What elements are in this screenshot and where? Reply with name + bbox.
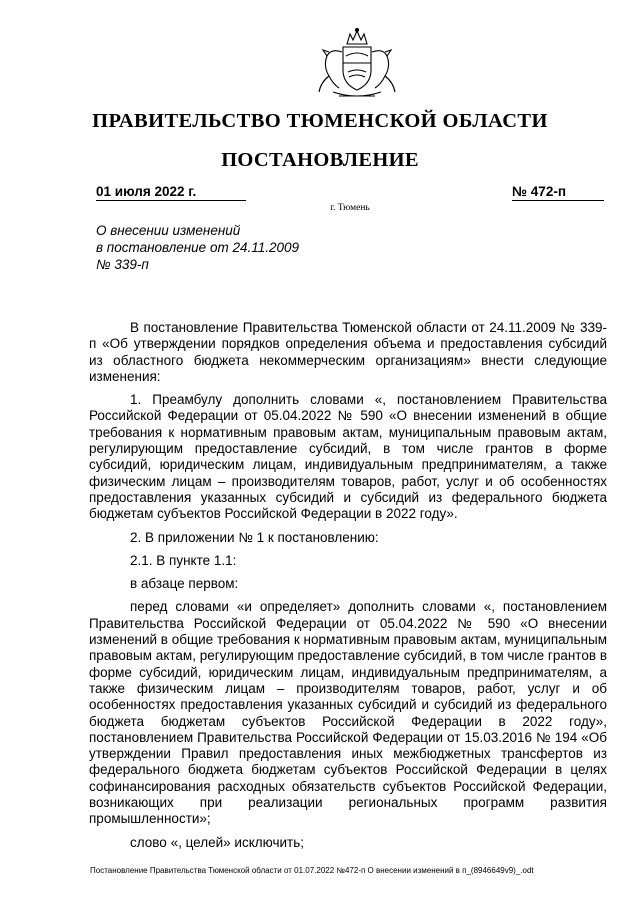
document-type: ПОСТАНОВЛЕНИЕ bbox=[221, 149, 419, 171]
subject-line: в постановление от 24.11.2009 bbox=[96, 240, 300, 255]
body-paragraph: в абзаце первом: bbox=[130, 576, 239, 592]
body-paragraph: перед словами «и определяет» дополнить словами «, постановлением Правительства Российской Федерации от 05.04.2022 № 590 «О внесении изменений в общие требования к нормативным правовым актам, муниципальным правовым актам, регулирующим предоставление субсидий, в том числе грантов в форме субсидий, юридическим лицам, индивидуальным предпринимателям, а также физическим лицам – производителям товаров, работ, услуг и об особенностях предоставления указанных субсидий и субсидий из федерального бюджета бюджетам субъектов Российской Федерации в 2022 году», постановлением Правительства Российской Федерации от 15.03.2016 № 194 «Об утверждении Правил предоставления иных межбюджетных трансфертов из федерального бюджета бюджетам субъектов Российской Федерации в целях софинансирования расходных обязательств субъектов Российской Федерации, возникающих при реализации региональных программ развития промышленности»; bbox=[89, 599, 607, 827]
subject-line: О внесении изменений bbox=[96, 223, 241, 238]
document-body bbox=[89, 320, 607, 858]
body-paragraph: 1. Преамбулу дополнить словами «, постановлением Правительства Российской Федерации от 05.04.2022 № 590 «О внесении изменений в общие требования к нормативным правовым актам, муниципальным правовым актам, регулирующим предоставление субсидий, в том числе грантов в форме субсидий, юридическим лицам, индивидуальным предпринимателям, а также физическим лицам – производителям товаров, работ, услуг и об особенностях предоставления указанных субсидий и субсидий из федерального бюджета бюджетам субъектов Российской Федерации в 2022 году». bbox=[89, 392, 607, 522]
body-paragraph: 2.1. В пункте 1.1: bbox=[130, 552, 237, 568]
document-city: г. Тюмень bbox=[330, 203, 370, 213]
body-paragraph: слово «, целей» исключить; bbox=[130, 834, 304, 850]
body-paragraph: В постановление Правительства Тюменской области от 24.11.2009 № 339-п «Об утверждении порядков определения объема и предоставления субсидий из областного бюджета некоммерческим организациям» внести следующие изменения: bbox=[89, 320, 607, 384]
government-name: ПРАВИТЕЛЬСТВО ТЮМЕНСКОЙ ОБЛАСТИ bbox=[92, 110, 548, 132]
coat-of-arms-icon bbox=[309, 26, 405, 100]
document-subject bbox=[96, 222, 299, 273]
document-date: 01 июля 2022 г. bbox=[96, 184, 246, 201]
body-paragraph: 2. В приложении № 1 к постановлению: bbox=[130, 529, 379, 545]
page-footer: Постановление Правительства Тюменской области от 01.07.2022 №472-п О внесении изменений в п_(8946649v9)_.odt bbox=[90, 866, 534, 875]
subject-line: № 339-п bbox=[96, 257, 149, 272]
document-number: № 472-п bbox=[512, 184, 604, 201]
